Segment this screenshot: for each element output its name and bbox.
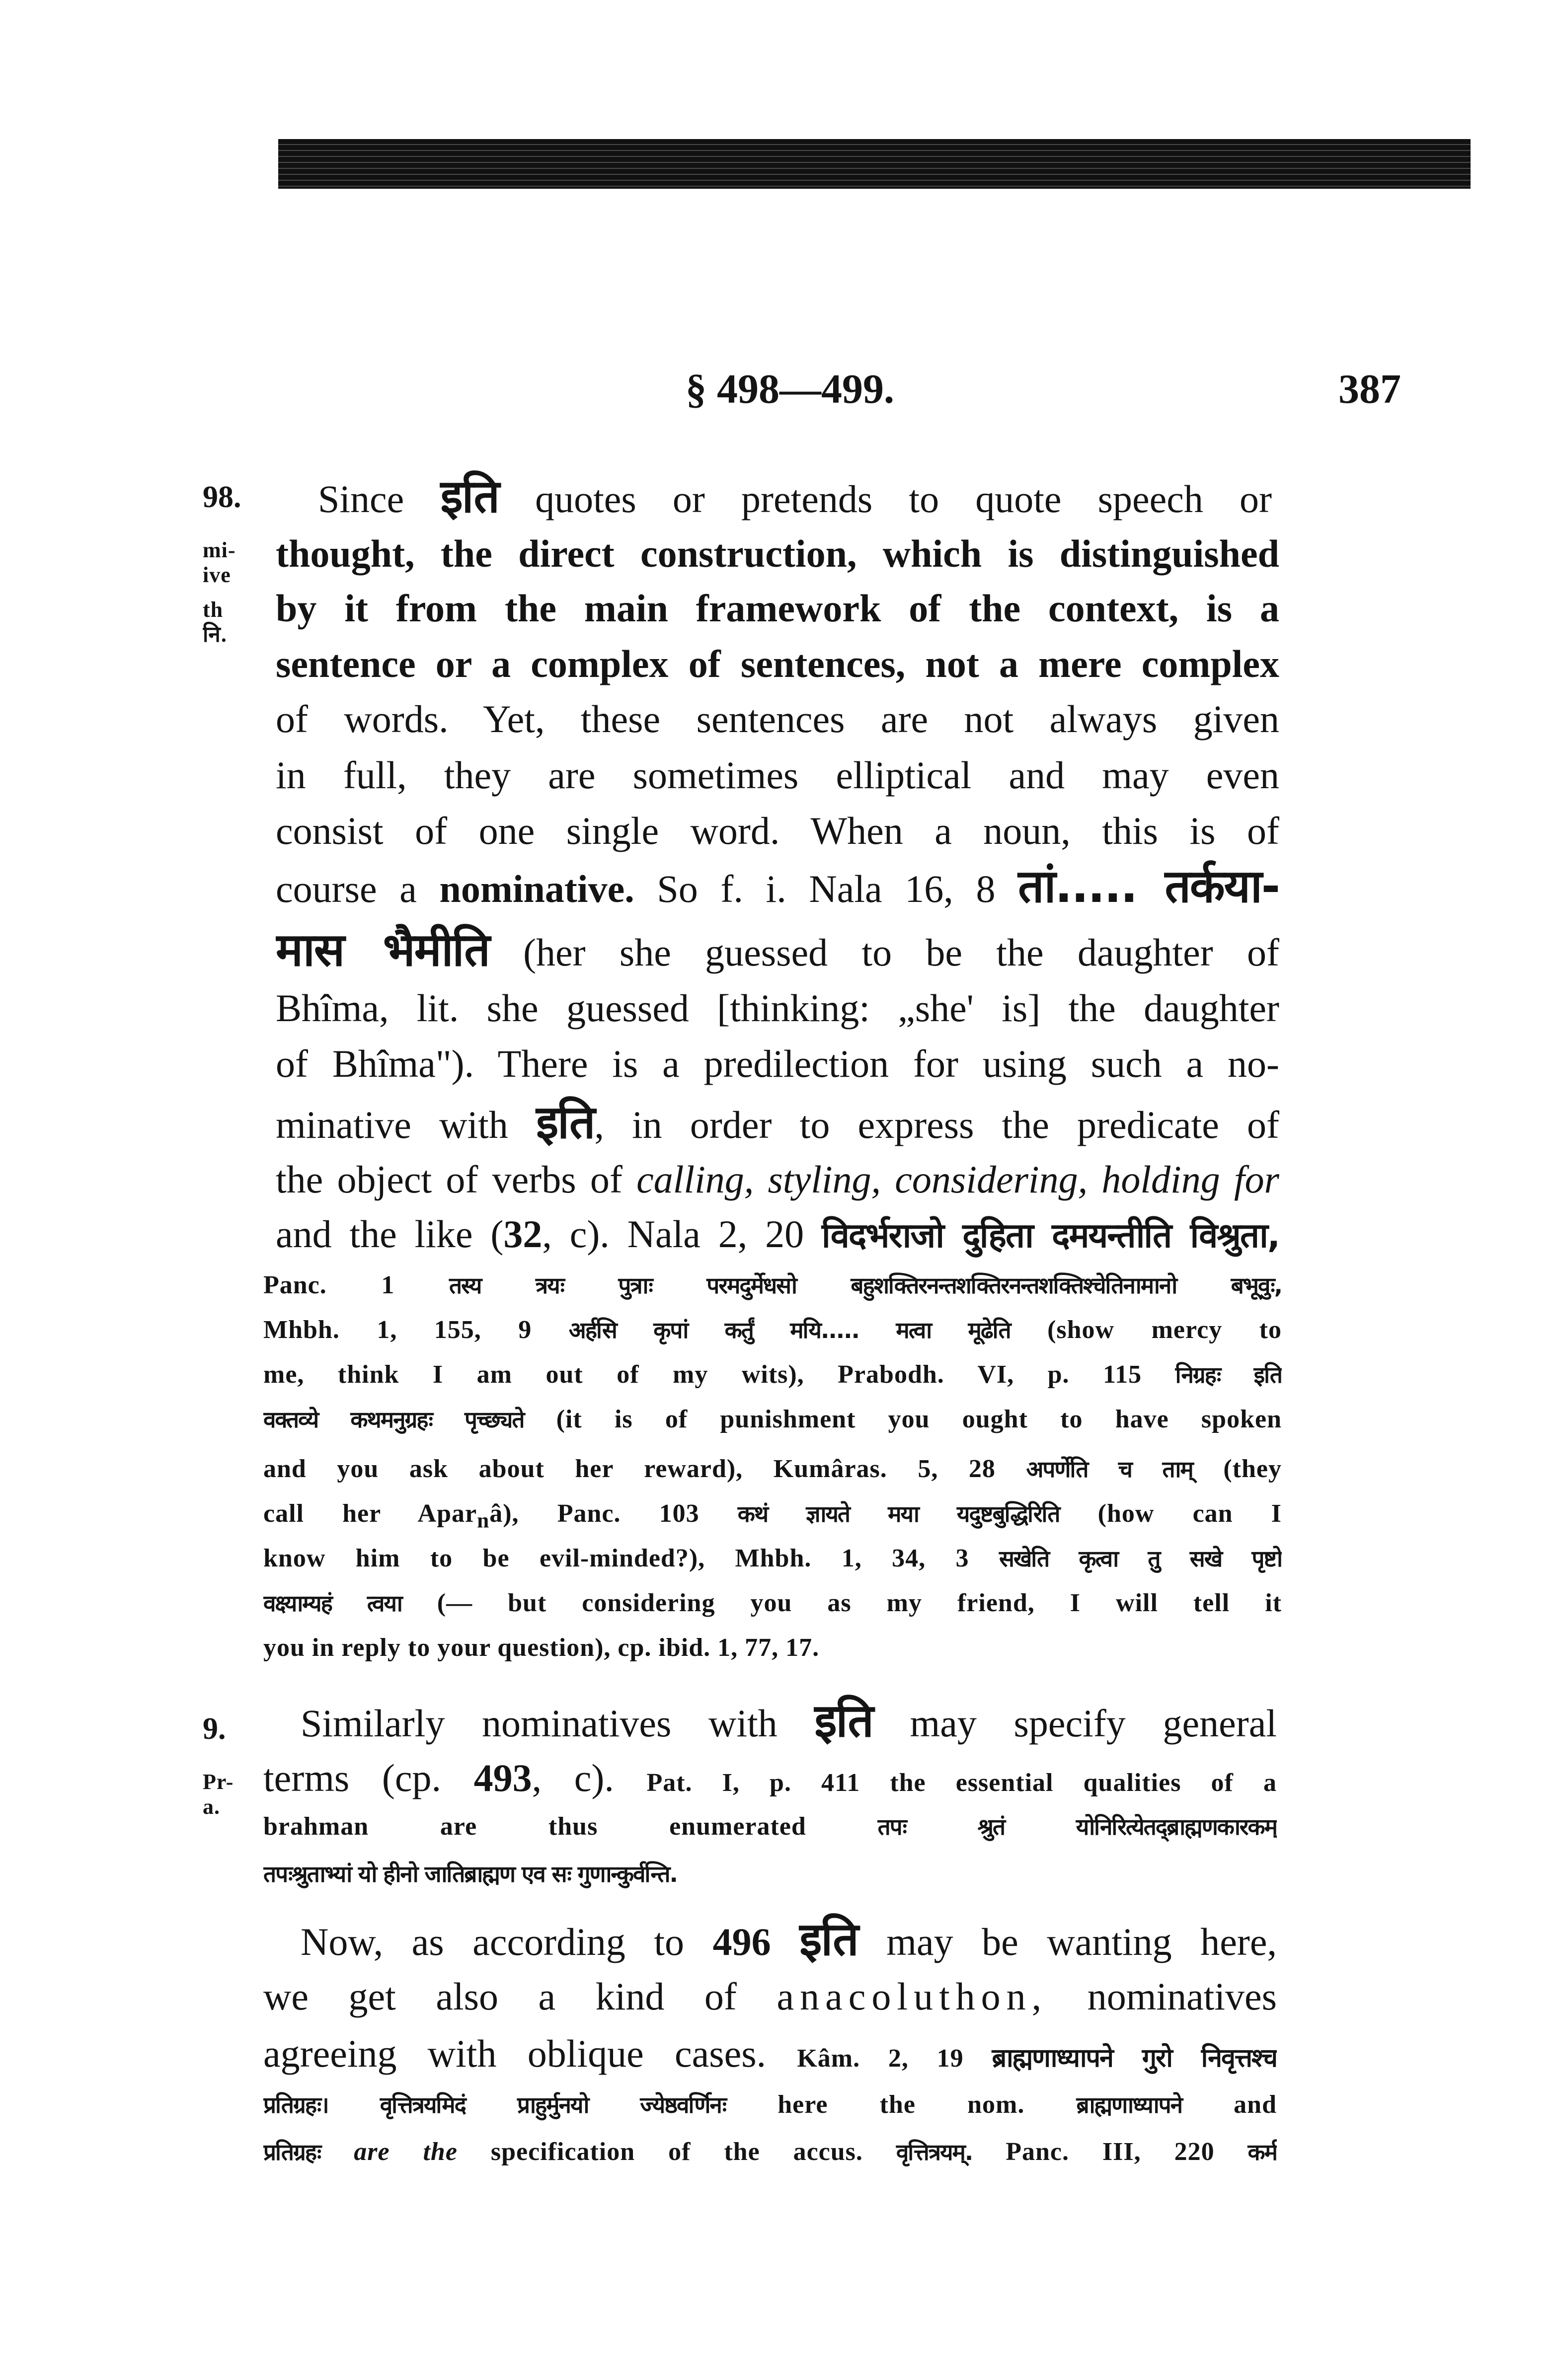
devanagari-text: कर्म <box>1247 2139 1277 2165</box>
margin-note: mi- <box>203 538 236 562</box>
margin-note: th <box>203 597 224 622</box>
devanagari-text: इति <box>440 470 499 523</box>
text-line: agreeing with oblique cases. Kâm. 2, 19 ब्राह्मणाध्यापने गुरो निवृत्तश्च <box>263 2032 1277 2075</box>
devanagari-text: तपःश्रुताभ्यां यो हीनो जातिब्राह्मण एव सः गुणान्कुर्वन्ति. <box>263 1861 677 1887</box>
text-line: we get also a kind of anacoluthon, nominatives <box>263 1975 1277 2018</box>
text-line <box>263 1850 949 1900</box>
margin-note: a. <box>203 1794 220 1819</box>
devanagari-text: अर्हसि कृपां कर्तुं मयि..... <box>568 1317 859 1343</box>
section-reference: § 498—499. <box>686 366 894 412</box>
text-line: you in reply to your question), cp. ibid. 1, 77, 17. <box>263 1634 820 1662</box>
margin-note: ive <box>203 563 231 587</box>
text-line: वक्तव्ये कथमनुग्रहः पृच्छ्यते (it is of punishment you ought to have spoken <box>263 1405 1282 1433</box>
text-line: course a nominative. So f. i. Nala 16, 8 तां..... तर्कया- <box>276 860 1279 913</box>
text-line: in full, they are sometimes elliptical and may even <box>276 753 1279 797</box>
devanagari-text: निग्रहः इति <box>1142 1362 1282 1388</box>
devanagari-text: मास भैमीति <box>276 923 489 976</box>
text-line: and the like (32, c). Nala 2, 20 विदर्भराजो दुहिता दमयन्तीति विश्रुता, <box>276 1212 1279 1256</box>
text-line: call her Apar$_n$â), Panc. 103 कथं ज्ञायते मया यदुष्टबुद्धिरिति (how can I <box>263 1499 1282 1533</box>
text-line: प्रतिग्रहः। वृत्तित्रयमिदं प्राहुर्मुनयो ज्येष्ठवर्णिनः here the nom. ब्राह्मणाध्यापने and <box>263 2090 1277 2119</box>
devanagari-text: इति <box>536 1096 595 1149</box>
devanagari-text: तस्य त्रयः पुत्राः परमदुर्मेधसो बहुशक्तिरनन्तशक्तिरनन्तशक्तिश्चेतिनामानो बभूवुः, <box>449 1272 1282 1299</box>
devanagari-text: मत्वा मूढेति <box>896 1317 1011 1343</box>
text-line: know him to be evil-minded?), Mhbh. 1, 34, 3 सखेति कृत्वा तु सखे पृष्टो <box>263 1544 1282 1572</box>
text-line: consist of one single word. When a noun, this is of <box>276 809 1279 852</box>
text-line: Panc. 1 तस्य त्रयः पुत्राः परमदुर्मेधसो बहुशक्तिरनन्तशक्तिरनन्तशक्तिश्चेतिनामानो बभूवुः, <box>263 1271 1282 1299</box>
text-line: Similarly nominatives with इति may specify general <box>301 1694 1277 1747</box>
devanagari-text: तपः श्रुतं योनिरित्येतद्ब्राह्मणकारकम् <box>877 1814 1277 1840</box>
text-line: sentence or a complex of sentences, not a mere complex <box>276 642 1279 685</box>
devanagari-text: प्रतिग्रहः। वृत्तित्रयमिदं प्राहुर्मुनयो ज्येष्ठवर्णिनः <box>263 2092 726 2118</box>
devanagari-text: वृत्तित्रयम्. <box>896 2139 973 2165</box>
margin-note: Pr- <box>203 1770 234 1794</box>
devanagari-text: प्रतिग्रहः <box>263 2139 321 2165</box>
margin-note: 98. <box>203 482 241 513</box>
text-line: Now, as according to 496 इति may be wanting here, <box>301 1913 1277 1966</box>
text-line: terms (cp. 493, c). Pat. I, p. 411 the essential qualities of a <box>263 1756 1277 1799</box>
page-number: 387 <box>1338 366 1401 412</box>
devanagari-text: अपर्णेति च ताम् <box>1026 1456 1193 1483</box>
text-line: brahman are thus enumerated तपः श्रुतं योनिरित्येतद्ब्राह्मणकारकम् <box>263 1812 1277 1841</box>
text-line: Bhîma, lit. she guessed [thinking: „she' is] the daughter <box>276 986 1279 1030</box>
devanagari-text: इति <box>814 1694 873 1747</box>
text-line: वक्ष्याम्यहं त्वया (— but considering you as my friend, I will tell it <box>263 1589 1282 1617</box>
text-line: Since इति quotes or pretends to quote speech or <box>318 470 1272 523</box>
text-line: प्रतिग्रहः are the specification of the accus. वृत्तित्रयम्. Panc. III, 220 कर्म <box>263 2138 1277 2166</box>
margin-note: नि. <box>203 622 227 647</box>
devanagari-text: ब्राह्मणाध्यापने <box>1076 2092 1182 2118</box>
text-line: of Bhîma"). There is a predilection for using such a no- <box>276 1042 1279 1085</box>
devanagari-text: सखेति कृत्वा तु सखे पृष्टो <box>999 1546 1282 1572</box>
text-line: the object of verbs of calling, styling, considering, holding for <box>276 1158 1279 1201</box>
text-line: minative with इति, in order to express the predicate of <box>276 1096 1279 1149</box>
margin-note: 9. <box>203 1713 226 1744</box>
text-line: and you ask about her reward), Kumâras. 5, 28 अपर्णेति च ताम् (they <box>263 1455 1282 1483</box>
devanagari-text: इति <box>799 1913 858 1966</box>
devanagari-text: वक्ष्याम्यहं त्वया <box>263 1590 402 1617</box>
devanagari-text: कथं ज्ञायते मया यदुष्टबुद्धिरिति <box>737 1501 1060 1527</box>
text-line: thought, the direct construction, which is distinguished <box>276 532 1279 575</box>
devanagari-text: ब्राह्मणाध्यापने गुरो निवृत्तश्च <box>992 2043 1277 2073</box>
text-line: Mhbh. 1, 155, 9 अर्हसि कृपां कर्तुं मयि..... मत्वा मूढेति (show mercy to <box>263 1316 1282 1344</box>
text-line: of words. Yet, these sentences are not always given <box>276 697 1279 741</box>
devanagari-text: तां..... तर्कया- <box>1018 860 1279 913</box>
devanagari-text: वक्तव्ये कथमनुग्रहः पृच्छ्यते <box>263 1407 524 1433</box>
text-line: by it from the main framework of the context, is a <box>276 587 1279 630</box>
devanagari-text: विदर्भराजो दुहिता दमयन्तीति विश्रुता, <box>821 1216 1279 1256</box>
text-line: मास भैमीति (her she guessed to be the daughter of <box>276 923 1279 976</box>
page-header <box>686 365 1401 420</box>
top-scan-bar <box>278 139 1471 189</box>
text-line: me, think I am out of my wits), Prabodh. VI, p. 115 निग्रहः इति <box>263 1360 1282 1389</box>
